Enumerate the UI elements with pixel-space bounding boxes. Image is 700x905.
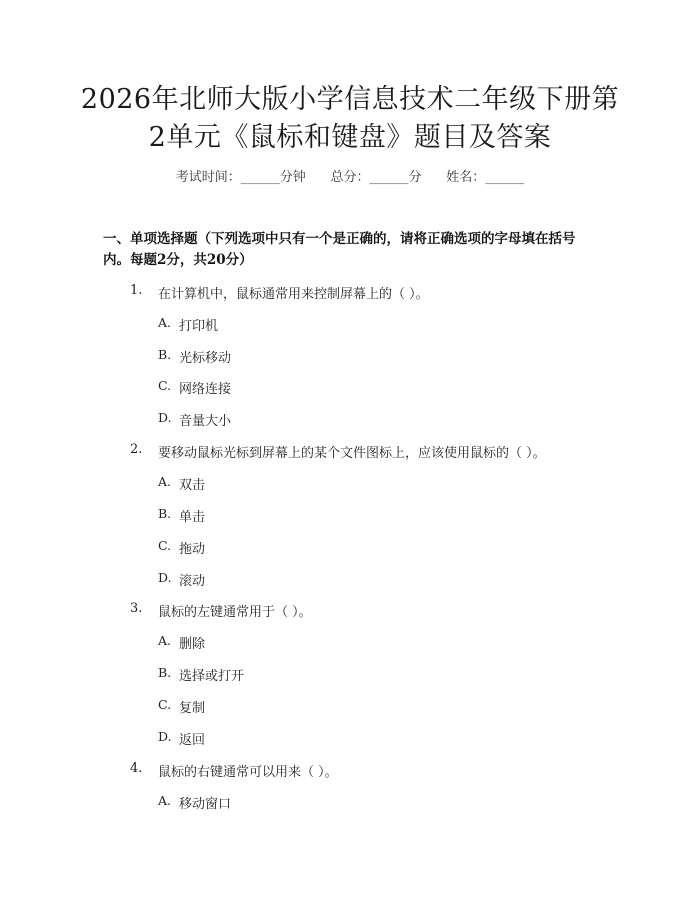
option-letter: A. (158, 633, 172, 648)
document-title-line-1: 2026年北师大版小学信息技术二年级下册第 (80, 84, 620, 115)
option-text: 移动窗口 (179, 797, 232, 812)
option-text: 网络连接 (179, 382, 232, 397)
question-text: 鼠标的右键通常可以用来（ ）。 (158, 765, 338, 780)
option-letter: D. (158, 729, 172, 744)
option-letter: B. (158, 506, 172, 521)
question-number: 2. (130, 442, 143, 457)
question-text: 要移动鼠标光标到屏幕上的某个文件图标上，应该使用鼠标的（ ）。 (158, 446, 546, 461)
option-letter: C. (158, 538, 172, 553)
question-number: 3. (130, 601, 143, 616)
option-letter: C. (158, 697, 172, 712)
document-title-line-2: 2单元《鼠标和键盘》题目及答案 (148, 122, 552, 153)
question-text: 鼠标的左键通常用于（ ）。 (158, 605, 312, 620)
option-letter: A. (158, 793, 172, 808)
option-text: 选择或打开 (179, 669, 245, 684)
option-letter: D. (158, 570, 172, 585)
question-text: 在计算机中，鼠标通常用来控制屏幕上的（ ）。 (158, 287, 429, 302)
exam-info: 考试时间：______分钟 总分：______分 姓名：______ (175, 170, 525, 185)
option-text: 光标移动 (179, 351, 232, 366)
section-heading-line-1: 一、单项选择题（下列选项中只有一个是正确的，请将正确选项的字母填在括号 (103, 231, 576, 247)
option-letter: A. (158, 315, 172, 330)
option-text: 拖动 (179, 542, 206, 557)
option-letter: C. (158, 378, 172, 393)
option-text: 删除 (179, 637, 206, 652)
section-heading-line-2: 内。每题2分，共20分） (103, 252, 253, 268)
option-text: 滚动 (179, 574, 206, 589)
option-text: 复制 (179, 701, 206, 716)
option-text: 音量大小 (179, 414, 232, 429)
question-number: 4. (130, 761, 143, 776)
option-text: 双击 (179, 478, 206, 493)
option-text: 打印机 (179, 319, 219, 334)
option-text: 单击 (179, 510, 206, 525)
option-text: 返回 (179, 733, 206, 748)
question-number: 1. (130, 283, 143, 298)
option-letter: A. (158, 474, 172, 489)
option-letter: D. (158, 410, 172, 425)
option-letter: B. (158, 665, 172, 680)
option-letter: B. (158, 347, 172, 362)
